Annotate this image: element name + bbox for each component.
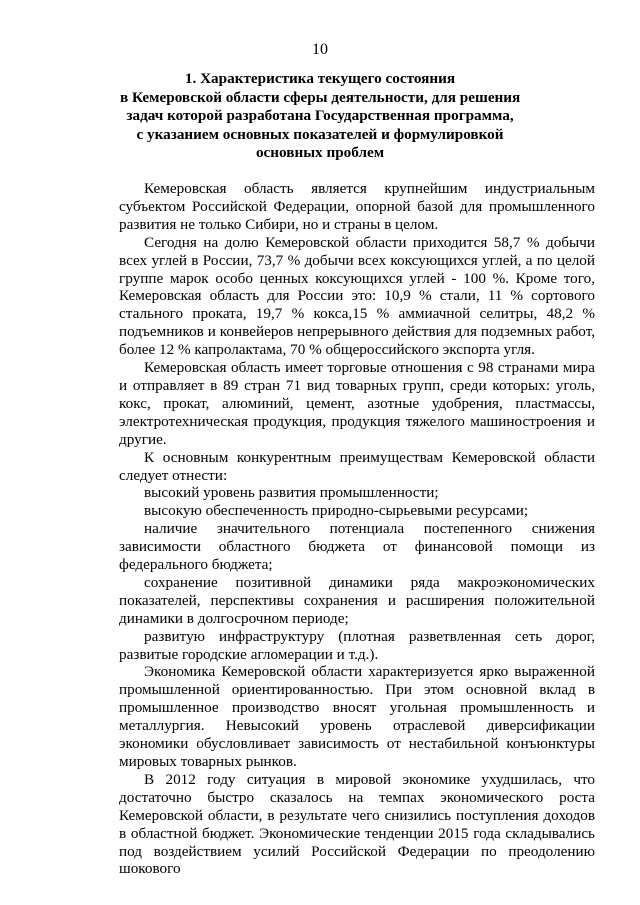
paragraph-production-share: Сегодня на долю Кемеровской области приходится 58,7 % добычи всех углей в России, 73,7 % добычи всех коксующихся углей, а по целой группе марок особо ценных коксующихся углей - 100 %. Кроме того, Кемеровская область для России это: 10,9 % стали, 11 % сортового стального проката, 19,7 % кокса,15 % аммиачной селитры, 48,2 % подъемников и конвейеров непрерывного действия для подземных работ, более 12 % капролактама, 70 % общероссийского экспорта угля. xyxy=(119,233,595,359)
advantage-list-item: наличие значительного потенциала постепенного снижения зависимости областного бюджета от финансовой помощи из федерального бюджета; xyxy=(119,520,595,574)
section-title-line: в Кемеровской области сферы деятельности, для решения xyxy=(120,88,521,106)
section-title-line: основных проблем xyxy=(255,144,385,161)
advantage-list-item: высокий уровень развития промышленности; xyxy=(144,484,439,502)
section-title xyxy=(120,70,520,163)
paragraph-economy-structure: Экономика Кемеровской области характеризуется ярко выраженной промышленной ориентированностью. При этом основной вклад в промышленное производство вносят угольная промышленность и металлургия. Невысокий уровень отраслевой диверсификации экономики обусловливает зависимость от нестабильной конъюнктуры мировых товарных рынков. xyxy=(119,663,595,770)
page-number: 10 xyxy=(312,41,328,58)
advantage-list-item: развитую инфраструктуру (плотная разветвленная сеть дорог, развитые городские агломерации и т.д.). xyxy=(119,627,595,663)
paragraph-trade-relations: Кемеровская область имеет торговые отношения с 98 странами мира и отправляет в 89 стран 71 вид товарных групп, среди которых: уголь, кокс, прокат, алюминий, цемент, азотные удобрения, пластмассы, электротехническая продукция, продукция тяжелого машиностроения и другие. xyxy=(119,359,595,448)
advantage-list-item: сохранение позитивной динамики ряда макроэкономических показателей, перспективы сохранения и расширения положительной динамики в долгосрочном периоде; xyxy=(119,573,595,627)
section-title-line: с указанием основных показателей и формулировкой xyxy=(136,125,504,143)
paragraph-economy-2012: В 2012 году ситуация в мировой экономике ухудшилась, что достаточно быстро сказалось на темпах экономического роста Кемеровской области, в результате чего снизились поступления доходов в областной бюджет. Экономические тенденции 2015 года складывались под воздействием усилий Российской Федерации по преодолению шокового xyxy=(119,770,595,878)
section-title-line: 1. Характеристика текущего состояния xyxy=(184,70,456,87)
section-title-line: задач которой разработана Государственная программа, xyxy=(126,107,514,124)
paragraph-advantages-intro: К основным конкурентным преимуществам Кемеровской области следует отнести: xyxy=(119,448,595,484)
paragraph-intro: Кемеровская область является крупнейшим индустриальным субъектом Российской Федерации, опорной базой для промышленного развития не только Сибири, но и страны в целом. xyxy=(119,180,595,233)
body-text xyxy=(119,180,595,878)
advantage-list-item: высокую обеспеченность природно-сырьевыми ресурсами; xyxy=(144,502,529,520)
